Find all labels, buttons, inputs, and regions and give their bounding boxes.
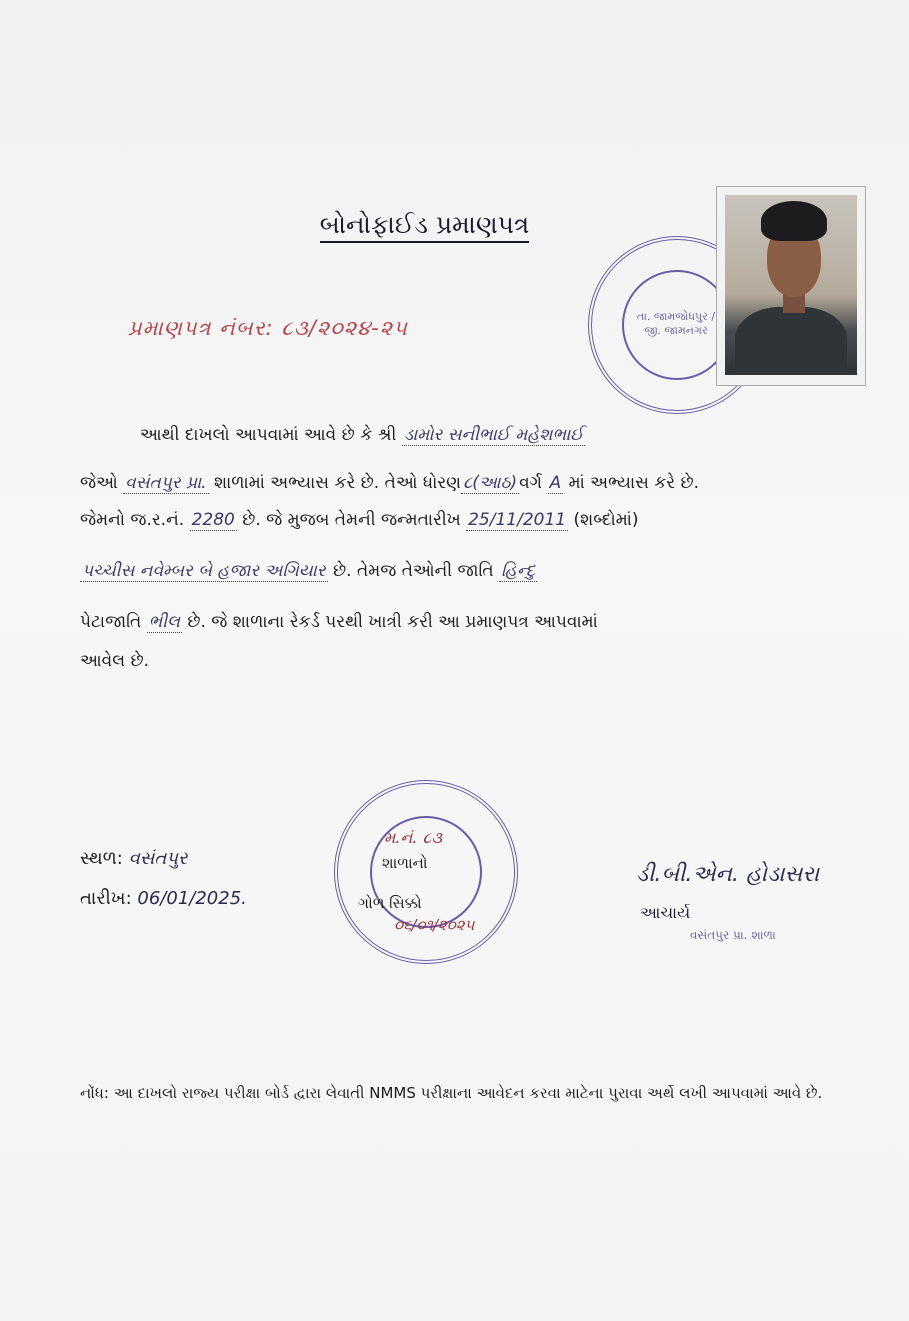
place-line bbox=[80, 848, 187, 869]
line-2 bbox=[80, 473, 880, 493]
stamp-handwriting: મ.નં. ૮૩ bbox=[384, 828, 442, 847]
line5-suffix: છે. જે શાળાના રેકર્ડ પરથી ખાત્રી કરી આ પ્રમાણપત્ર આપવામાં bbox=[187, 612, 598, 632]
footer-note: નોંધ: આ દાખલો રાજ્ય પરીક્ષા બોર્ડ દ્વારા લેવાતી NMMS પરીક્ષાના આવેદન કરવા માટેના પુરાવા અર્થે લખી આપવામાં આવે છે. bbox=[80, 1084, 823, 1102]
student-photo bbox=[716, 186, 866, 386]
stamp-label-2: ગોળ સિક્કો bbox=[358, 894, 422, 912]
place-value: વસંતપુર bbox=[128, 848, 188, 869]
caste: હિન્દુ bbox=[501, 561, 536, 581]
student-name: ડામોર સનીભાઈ મહેશભાઈ bbox=[403, 425, 584, 445]
signatory-title: આચાર્ય bbox=[640, 903, 691, 922]
line-4 bbox=[80, 561, 880, 581]
date-label: તારીખ: bbox=[80, 888, 132, 909]
line-6 bbox=[80, 651, 880, 671]
sub-caste: ભીલ bbox=[148, 612, 180, 632]
title-text: બોનોફાઈડ પ્રમાણપત્ર bbox=[320, 210, 530, 243]
school-stamp-bottom bbox=[334, 780, 518, 964]
division: A bbox=[549, 473, 562, 493]
standard: ૮(આઠ) bbox=[462, 473, 518, 493]
stamp-top-center-text: તા. જામજોધપુર / જી. જામનગર bbox=[636, 310, 716, 337]
place-label: સ્થળ: bbox=[80, 848, 123, 869]
signatory-school: વસંતપુર પ્રા. શાળા bbox=[690, 928, 776, 942]
birth-date: 25/11/2011 bbox=[468, 510, 567, 530]
birth-date-words: પચ્ચીસ નવેમ્બર બે હજાર અગિયાર bbox=[82, 561, 326, 581]
line2-prefix: જેઓ bbox=[80, 473, 118, 493]
date-line bbox=[80, 888, 247, 909]
line2-mid: શાળામાં અભ્યાસ કરે છે. તેઓ ધોરણ bbox=[214, 473, 461, 493]
line1-text: આથી દાખલો આપવામાં આવે છે કે શ્રી bbox=[140, 425, 397, 445]
line3-prefix: જેમનો જ.ર.નં. bbox=[80, 510, 185, 530]
line4-mid: છે. તેમજ તેઓની જાતિ bbox=[333, 561, 494, 581]
school-name: વસંતપુર પ્રા. bbox=[125, 473, 207, 493]
principal-signature: ડી.બી.એન. હોડાસરા bbox=[636, 862, 820, 887]
line2-suffix: માં અભ્યાસ કરે છે. bbox=[568, 473, 700, 493]
certificate-number: પ્રમાણપત્ર નંબર: ૮૩/૨૦૨૪-૨૫ bbox=[128, 316, 408, 340]
gr-number: 2280 bbox=[191, 510, 235, 530]
line-3 bbox=[80, 510, 880, 530]
date-value: 06/01/2025. bbox=[137, 888, 247, 909]
stamp-date: ૦૬/૦૧/૨૦૨૫ bbox=[394, 916, 475, 934]
line6-text: આવેલ છે. bbox=[80, 651, 150, 671]
line2-div: વર્ગ bbox=[519, 473, 543, 493]
photo-image bbox=[725, 195, 857, 375]
line5-prefix: પેટાજાતિ bbox=[80, 612, 142, 632]
line3-mid: છે. જે મુજબ તેમની જન્મતારીખ bbox=[242, 510, 461, 530]
line3-suffix: (શબ્દોમાં) bbox=[573, 510, 639, 530]
stamp-label-1: શાળાનો bbox=[382, 854, 428, 872]
line-1 bbox=[140, 425, 909, 445]
line-5 bbox=[80, 612, 880, 632]
